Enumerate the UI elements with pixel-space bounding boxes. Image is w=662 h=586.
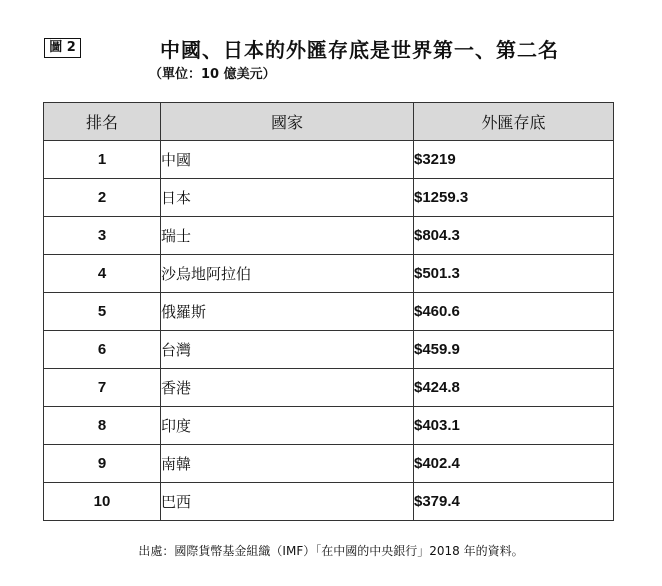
table-row [44, 179, 614, 217]
header-country: 國家 [161, 103, 414, 141]
header-rank: 排名 [44, 103, 161, 141]
country-cell: 瑞士 [161, 217, 414, 255]
country-cell: 台灣 [161, 331, 414, 369]
country-cell: 沙烏地阿拉伯 [161, 255, 414, 293]
table-row [44, 217, 614, 255]
reserve-cell: $424.8 [414, 369, 614, 407]
table-row [44, 483, 614, 521]
reserve-cell: $402.4 [414, 445, 614, 483]
figure-subtitle: （單位：10 億美元） [149, 67, 276, 82]
figure-label: 圖 2 [44, 38, 81, 58]
country-cell: 南韓 [161, 445, 414, 483]
table-row [44, 293, 614, 331]
reserves-table [43, 102, 614, 521]
country-cell: 日本 [161, 179, 414, 217]
rank-cell: 1 [44, 141, 161, 179]
table-row [44, 407, 614, 445]
rank-cell: 10 [44, 483, 161, 521]
figure-title: 中國、日本的外匯存底是世界第一、第二名 [160, 38, 559, 62]
table-row [44, 255, 614, 293]
table-row [44, 331, 614, 369]
table-row [44, 445, 614, 483]
table-row [44, 369, 614, 407]
reserve-cell: $379.4 [414, 483, 614, 521]
reserve-cell: $459.9 [414, 331, 614, 369]
country-cell: 印度 [161, 407, 414, 445]
rank-cell: 8 [44, 407, 161, 445]
reserve-cell: $460.6 [414, 293, 614, 331]
source-note: 出處：國際貨幣基金組織（IMF）「在中國的中央銀行」2018 年的資料。 [138, 544, 524, 558]
rank-cell: 7 [44, 369, 161, 407]
rank-cell: 6 [44, 331, 161, 369]
rank-cell: 5 [44, 293, 161, 331]
country-cell: 巴西 [161, 483, 414, 521]
header-reserve: 外匯存底 [414, 103, 614, 141]
rank-cell: 2 [44, 179, 161, 217]
reserve-cell: $3219 [414, 141, 614, 179]
rank-cell: 9 [44, 445, 161, 483]
table-row [44, 141, 614, 179]
table-body [44, 141, 614, 521]
table-header [44, 103, 614, 141]
header-row [44, 103, 614, 141]
rank-cell: 4 [44, 255, 161, 293]
country-cell: 俄羅斯 [161, 293, 414, 331]
reserve-cell: $501.3 [414, 255, 614, 293]
reserve-cell: $403.1 [414, 407, 614, 445]
country-cell: 中國 [161, 141, 414, 179]
rank-cell: 3 [44, 217, 161, 255]
country-cell: 香港 [161, 369, 414, 407]
reserve-cell: $804.3 [414, 217, 614, 255]
reserve-cell: $1259.3 [414, 179, 614, 217]
